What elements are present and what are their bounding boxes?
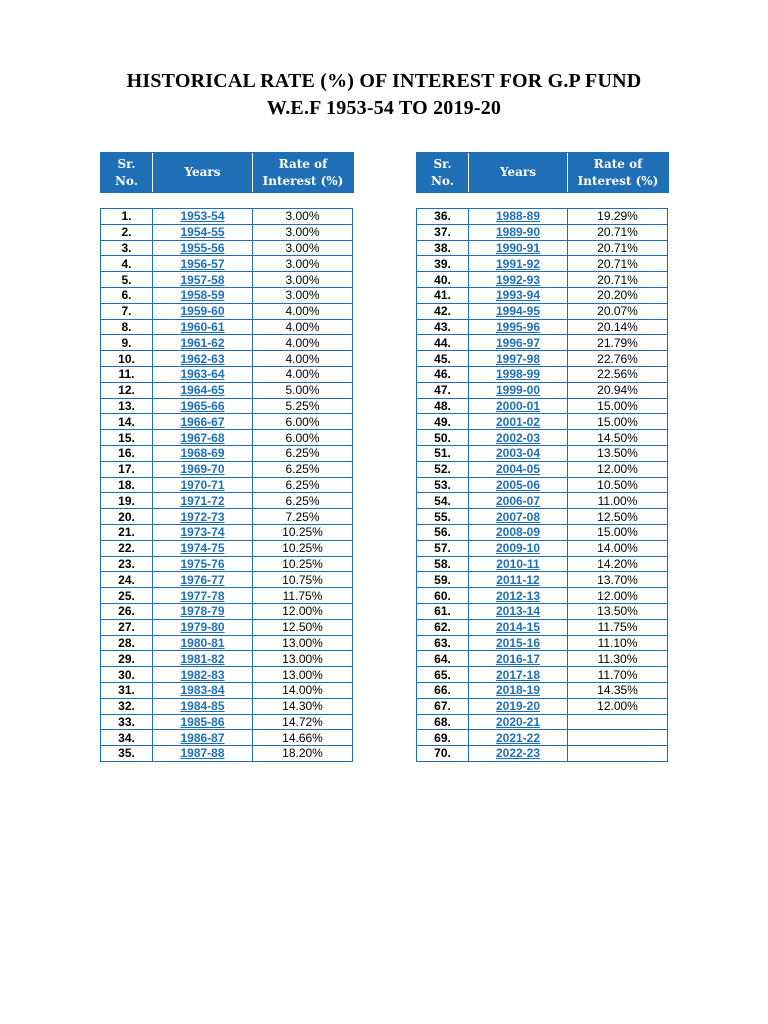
rate-cell: 6.25% bbox=[253, 445, 353, 461]
rate-cell: 3.00% bbox=[253, 224, 353, 240]
table-row bbox=[417, 730, 668, 746]
serial-number-cell: 16. bbox=[101, 445, 153, 461]
rate-cell: 13.00% bbox=[253, 635, 353, 651]
right-rates-table bbox=[416, 208, 668, 762]
serial-number-cell: 46. bbox=[417, 366, 469, 382]
table-row bbox=[417, 398, 668, 414]
rate-cell: 10.25% bbox=[253, 556, 353, 572]
serial-number-cell: 28. bbox=[101, 635, 153, 651]
left-rates-table bbox=[100, 208, 353, 762]
serial-number-cell: 6. bbox=[101, 287, 153, 303]
serial-number-cell: 70. bbox=[417, 746, 469, 762]
year-cell: 1977-78 bbox=[153, 588, 253, 604]
rate-cell: 12.00% bbox=[568, 588, 668, 604]
serial-number-cell: 56. bbox=[417, 524, 469, 540]
table-row bbox=[101, 493, 353, 509]
table-row bbox=[417, 556, 668, 572]
serial-number-cell: 12. bbox=[101, 382, 153, 398]
header-years: Years bbox=[469, 153, 568, 192]
rate-cell: 10.75% bbox=[253, 572, 353, 588]
year-cell: 2013-14 bbox=[469, 603, 568, 619]
rate-cell: 14.50% bbox=[568, 430, 668, 446]
rate-cell: 5.25% bbox=[253, 398, 353, 414]
year-cell: 1970-71 bbox=[153, 477, 253, 493]
serial-number-cell: 57. bbox=[417, 540, 469, 556]
year-cell: 1992-93 bbox=[469, 272, 568, 288]
year-cell: 1993-94 bbox=[469, 287, 568, 303]
serial-number-cell: 13. bbox=[101, 398, 153, 414]
rate-cell: 4.00% bbox=[253, 366, 353, 382]
year-cell: 1986-87 bbox=[153, 730, 253, 746]
rate-cell: 6.25% bbox=[253, 493, 353, 509]
rate-cell: 14.66% bbox=[253, 730, 353, 746]
rate-cell: 10.50% bbox=[568, 477, 668, 493]
rate-cell: 3.00% bbox=[253, 287, 353, 303]
year-cell: 2007-08 bbox=[469, 509, 568, 525]
serial-number-cell: 5. bbox=[101, 272, 153, 288]
year-cell: 2009-10 bbox=[469, 540, 568, 556]
rate-cell: 20.07% bbox=[568, 303, 668, 319]
serial-number-cell: 19. bbox=[101, 493, 153, 509]
rate-cell: 6.00% bbox=[253, 430, 353, 446]
serial-number-cell: 14. bbox=[101, 414, 153, 430]
table-row bbox=[101, 319, 353, 335]
rate-cell: 15.00% bbox=[568, 398, 668, 414]
table-row bbox=[417, 572, 668, 588]
table-row bbox=[101, 209, 353, 225]
table-row bbox=[101, 556, 353, 572]
serial-number-cell: 45. bbox=[417, 351, 469, 367]
table-row bbox=[101, 398, 353, 414]
rate-cell: 11.75% bbox=[568, 619, 668, 635]
serial-number-cell: 43. bbox=[417, 319, 469, 335]
year-cell: 1954-55 bbox=[153, 224, 253, 240]
rate-cell: 6.00% bbox=[253, 414, 353, 430]
rate-cell: 11.00% bbox=[568, 493, 668, 509]
year-cell: 2015-16 bbox=[469, 635, 568, 651]
rate-cell: 14.00% bbox=[568, 540, 668, 556]
year-cell: 2011-12 bbox=[469, 572, 568, 588]
rate-cell: 13.50% bbox=[568, 445, 668, 461]
serial-number-cell: 22. bbox=[101, 540, 153, 556]
table-row bbox=[417, 303, 668, 319]
table-row bbox=[417, 445, 668, 461]
table-row bbox=[101, 714, 353, 730]
table-row bbox=[417, 272, 668, 288]
year-cell: 2012-13 bbox=[469, 588, 568, 604]
rate-cell: 11.70% bbox=[568, 667, 668, 683]
rate-cell: 20.20% bbox=[568, 287, 668, 303]
table-row bbox=[101, 272, 353, 288]
serial-number-cell: 3. bbox=[101, 240, 153, 256]
rate-cell: 4.00% bbox=[253, 303, 353, 319]
year-cell: 1990-91 bbox=[469, 240, 568, 256]
year-cell: 2004-05 bbox=[469, 461, 568, 477]
year-cell: 1982-83 bbox=[153, 667, 253, 683]
rate-cell: 14.30% bbox=[253, 698, 353, 714]
table-row bbox=[417, 667, 668, 683]
serial-number-cell: 7. bbox=[101, 303, 153, 319]
rate-cell: 12.00% bbox=[253, 603, 353, 619]
table-row bbox=[101, 303, 353, 319]
serial-number-cell: 50. bbox=[417, 430, 469, 446]
serial-number-cell: 42. bbox=[417, 303, 469, 319]
table-row bbox=[101, 382, 353, 398]
table-row bbox=[101, 603, 353, 619]
year-cell: 1980-81 bbox=[153, 635, 253, 651]
serial-number-cell: 51. bbox=[417, 445, 469, 461]
serial-number-cell: 35. bbox=[101, 746, 153, 762]
rate-cell: 14.00% bbox=[253, 682, 353, 698]
year-cell: 1957-58 bbox=[153, 272, 253, 288]
year-cell: 1968-69 bbox=[153, 445, 253, 461]
rate-cell: 20.71% bbox=[568, 272, 668, 288]
serial-number-cell: 23. bbox=[101, 556, 153, 572]
rate-cell: 22.56% bbox=[568, 366, 668, 382]
table-row bbox=[101, 445, 353, 461]
year-cell: 2021-22 bbox=[469, 730, 568, 746]
serial-number-cell: 34. bbox=[101, 730, 153, 746]
rate-cell: 11.75% bbox=[253, 588, 353, 604]
year-cell: 2001-02 bbox=[469, 414, 568, 430]
serial-number-cell: 52. bbox=[417, 461, 469, 477]
table-row bbox=[417, 493, 668, 509]
year-cell: 1995-96 bbox=[469, 319, 568, 335]
year-cell: 1989-90 bbox=[469, 224, 568, 240]
serial-number-cell: 29. bbox=[101, 651, 153, 667]
year-cell: 1981-82 bbox=[153, 651, 253, 667]
table-row bbox=[417, 540, 668, 556]
serial-number-cell: 17. bbox=[101, 461, 153, 477]
table-row bbox=[101, 351, 353, 367]
year-cell: 2002-03 bbox=[469, 430, 568, 446]
table-row bbox=[417, 240, 668, 256]
table-row bbox=[101, 635, 353, 651]
serial-number-cell: 26. bbox=[101, 603, 153, 619]
table-row bbox=[417, 477, 668, 493]
table-row bbox=[417, 603, 668, 619]
year-cell: 2003-04 bbox=[469, 445, 568, 461]
table-row bbox=[101, 667, 353, 683]
table-row bbox=[101, 256, 353, 272]
year-cell: 1974-75 bbox=[153, 540, 253, 556]
year-cell: 1984-85 bbox=[153, 698, 253, 714]
serial-number-cell: 37. bbox=[417, 224, 469, 240]
rate-cell: 3.00% bbox=[253, 240, 353, 256]
serial-number-cell: 69. bbox=[417, 730, 469, 746]
table-row bbox=[417, 256, 668, 272]
page-subtitle: W.E.F 1953-54 TO 2019-20 bbox=[266, 97, 502, 119]
rate-cell: 14.20% bbox=[568, 556, 668, 572]
rate-cell: 11.30% bbox=[568, 651, 668, 667]
serial-number-cell: 27. bbox=[101, 619, 153, 635]
year-cell: 2018-19 bbox=[469, 682, 568, 698]
table-row bbox=[101, 335, 353, 351]
year-cell: 1997-98 bbox=[469, 351, 568, 367]
table-row bbox=[417, 619, 668, 635]
year-cell: 2017-18 bbox=[469, 667, 568, 683]
serial-number-cell: 9. bbox=[101, 335, 153, 351]
header-years: Years bbox=[153, 153, 253, 192]
rate-cell: 22.76% bbox=[568, 351, 668, 367]
year-cell: 1964-65 bbox=[153, 382, 253, 398]
serial-number-cell: 62. bbox=[417, 619, 469, 635]
table-row bbox=[101, 224, 353, 240]
year-cell: 2016-17 bbox=[469, 651, 568, 667]
year-cell: 1975-76 bbox=[153, 556, 253, 572]
rate-cell: 14.35% bbox=[568, 682, 668, 698]
rate-cell bbox=[568, 714, 668, 730]
serial-number-cell: 8. bbox=[101, 319, 153, 335]
serial-number-cell: 58. bbox=[417, 556, 469, 572]
table-row bbox=[417, 746, 668, 762]
table-row bbox=[101, 366, 353, 382]
table-row bbox=[417, 588, 668, 604]
rate-cell: 6.25% bbox=[253, 477, 353, 493]
year-cell: 1961-62 bbox=[153, 335, 253, 351]
serial-number-cell: 48. bbox=[417, 398, 469, 414]
serial-number-cell: 40. bbox=[417, 272, 469, 288]
rate-cell: 20.94% bbox=[568, 382, 668, 398]
rate-cell: 3.00% bbox=[253, 272, 353, 288]
year-cell: 1958-59 bbox=[153, 287, 253, 303]
table-row bbox=[417, 682, 668, 698]
serial-number-cell: 61. bbox=[417, 603, 469, 619]
serial-number-cell: 53. bbox=[417, 477, 469, 493]
year-cell: 2019-20 bbox=[469, 698, 568, 714]
serial-number-cell: 55. bbox=[417, 509, 469, 525]
table-row bbox=[101, 524, 353, 540]
rate-cell: 4.00% bbox=[253, 319, 353, 335]
rate-cell: 11.10% bbox=[568, 635, 668, 651]
serial-number-cell: 10. bbox=[101, 351, 153, 367]
rate-cell: 18.20% bbox=[253, 746, 353, 762]
year-cell: 1972-73 bbox=[153, 509, 253, 525]
table-row bbox=[417, 430, 668, 446]
table-row bbox=[417, 382, 668, 398]
year-cell: 2022-23 bbox=[469, 746, 568, 762]
rate-cell: 19.29% bbox=[568, 209, 668, 225]
year-cell: 2000-01 bbox=[469, 398, 568, 414]
rate-cell: 20.71% bbox=[568, 240, 668, 256]
serial-number-cell: 25. bbox=[101, 588, 153, 604]
table-row bbox=[101, 430, 353, 446]
table-row bbox=[417, 714, 668, 730]
rate-cell: 20.14% bbox=[568, 319, 668, 335]
serial-number-cell: 4. bbox=[101, 256, 153, 272]
rate-cell: 12.00% bbox=[568, 698, 668, 714]
rate-cell: 7.25% bbox=[253, 509, 353, 525]
serial-number-cell: 11. bbox=[101, 366, 153, 382]
rate-cell: 10.25% bbox=[253, 540, 353, 556]
year-cell: 1987-88 bbox=[153, 746, 253, 762]
serial-number-cell: 38. bbox=[417, 240, 469, 256]
table-row bbox=[101, 461, 353, 477]
serial-number-cell: 39. bbox=[417, 256, 469, 272]
rate-cell bbox=[568, 746, 668, 762]
serial-number-cell: 18. bbox=[101, 477, 153, 493]
table-row bbox=[417, 351, 668, 367]
rate-cell bbox=[568, 730, 668, 746]
rate-cell: 21.79% bbox=[568, 335, 668, 351]
table-row bbox=[101, 588, 353, 604]
year-cell: 1965-66 bbox=[153, 398, 253, 414]
rate-cell: 4.00% bbox=[253, 351, 353, 367]
rate-cell: 15.00% bbox=[568, 414, 668, 430]
table-row bbox=[101, 414, 353, 430]
serial-number-cell: 60. bbox=[417, 588, 469, 604]
table-row bbox=[101, 682, 353, 698]
serial-number-cell: 68. bbox=[417, 714, 469, 730]
year-cell: 2008-09 bbox=[469, 524, 568, 540]
serial-number-cell: 44. bbox=[417, 335, 469, 351]
year-cell: 1979-80 bbox=[153, 619, 253, 635]
rate-cell: 13.50% bbox=[568, 603, 668, 619]
serial-number-cell: 66. bbox=[417, 682, 469, 698]
year-cell: 1969-70 bbox=[153, 461, 253, 477]
table-row bbox=[101, 509, 353, 525]
table-row bbox=[417, 335, 668, 351]
table-row bbox=[417, 366, 668, 382]
year-cell: 1985-86 bbox=[153, 714, 253, 730]
table-row bbox=[101, 287, 353, 303]
serial-number-cell: 36. bbox=[417, 209, 469, 225]
serial-number-cell: 20. bbox=[101, 509, 153, 525]
serial-number-cell: 59. bbox=[417, 572, 469, 588]
rate-cell: 20.71% bbox=[568, 224, 668, 240]
serial-number-cell: 15. bbox=[101, 430, 153, 446]
header-rate-of-interest: Rate of Interest (%) bbox=[253, 153, 353, 192]
page-title: HISTORICAL RATE (%) OF INTEREST FOR G.P FUND bbox=[126, 70, 642, 92]
serial-number-cell: 64. bbox=[417, 651, 469, 667]
year-cell: 1959-60 bbox=[153, 303, 253, 319]
serial-number-cell: 65. bbox=[417, 667, 469, 683]
year-cell: 1999-00 bbox=[469, 382, 568, 398]
serial-number-cell: 63. bbox=[417, 635, 469, 651]
rate-cell: 20.71% bbox=[568, 256, 668, 272]
table-row bbox=[101, 240, 353, 256]
rate-cell: 12.50% bbox=[568, 509, 668, 525]
serial-number-cell: 2. bbox=[101, 224, 153, 240]
rate-cell: 10.25% bbox=[253, 524, 353, 540]
table-row bbox=[417, 319, 668, 335]
serial-number-cell: 32. bbox=[101, 698, 153, 714]
rate-cell: 5.00% bbox=[253, 382, 353, 398]
serial-number-cell: 67. bbox=[417, 698, 469, 714]
rate-cell: 13.70% bbox=[568, 572, 668, 588]
table-row bbox=[101, 746, 353, 762]
year-cell: 2020-21 bbox=[469, 714, 568, 730]
year-cell: 1976-77 bbox=[153, 572, 253, 588]
table-row bbox=[417, 509, 668, 525]
year-cell: 1956-57 bbox=[153, 256, 253, 272]
year-cell: 2014-15 bbox=[469, 619, 568, 635]
year-cell: 1973-74 bbox=[153, 524, 253, 540]
serial-number-cell: 41. bbox=[417, 287, 469, 303]
year-cell: 1994-95 bbox=[469, 303, 568, 319]
rate-cell: 13.00% bbox=[253, 667, 353, 683]
rate-cell: 3.00% bbox=[253, 209, 353, 225]
year-cell: 1960-61 bbox=[153, 319, 253, 335]
serial-number-cell: 54. bbox=[417, 493, 469, 509]
serial-number-cell: 33. bbox=[101, 714, 153, 730]
serial-number-cell: 31. bbox=[101, 682, 153, 698]
right-table-header bbox=[416, 152, 669, 193]
year-cell: 2006-07 bbox=[469, 493, 568, 509]
table-row bbox=[417, 651, 668, 667]
year-cell: 1991-92 bbox=[469, 256, 568, 272]
header-sr-no: Sr. No. bbox=[101, 153, 153, 192]
year-cell: 1953-54 bbox=[153, 209, 253, 225]
rate-cell: 6.25% bbox=[253, 461, 353, 477]
header-rate-of-interest: Rate of Interest (%) bbox=[568, 153, 668, 192]
rate-cell: 14.72% bbox=[253, 714, 353, 730]
rate-cell: 13.00% bbox=[253, 651, 353, 667]
year-cell: 1971-72 bbox=[153, 493, 253, 509]
serial-number-cell: 47. bbox=[417, 382, 469, 398]
year-cell: 1963-64 bbox=[153, 366, 253, 382]
year-cell: 1962-63 bbox=[153, 351, 253, 367]
year-cell: 1955-56 bbox=[153, 240, 253, 256]
year-cell: 1983-84 bbox=[153, 682, 253, 698]
year-cell: 1966-67 bbox=[153, 414, 253, 430]
rate-cell: 12.00% bbox=[568, 461, 668, 477]
year-cell: 1967-68 bbox=[153, 430, 253, 446]
table-row bbox=[101, 651, 353, 667]
rate-cell: 12.50% bbox=[253, 619, 353, 635]
serial-number-cell: 30. bbox=[101, 667, 153, 683]
left-table-header bbox=[100, 152, 354, 193]
serial-number-cell: 49. bbox=[417, 414, 469, 430]
year-cell: 1996-97 bbox=[469, 335, 568, 351]
table-row bbox=[417, 414, 668, 430]
year-cell: 1978-79 bbox=[153, 603, 253, 619]
year-cell: 2005-06 bbox=[469, 477, 568, 493]
rate-cell: 4.00% bbox=[253, 335, 353, 351]
year-cell: 2010-11 bbox=[469, 556, 568, 572]
table-row bbox=[417, 524, 668, 540]
table-row bbox=[101, 619, 353, 635]
table-row bbox=[417, 698, 668, 714]
rate-cell: 15.00% bbox=[568, 524, 668, 540]
table-row bbox=[101, 730, 353, 746]
table-row bbox=[417, 209, 668, 225]
serial-number-cell: 1. bbox=[101, 209, 153, 225]
year-cell: 1998-99 bbox=[469, 366, 568, 382]
year-cell: 1988-89 bbox=[469, 209, 568, 225]
table-row bbox=[417, 287, 668, 303]
table-row bbox=[101, 477, 353, 493]
table-row bbox=[101, 698, 353, 714]
rate-cell: 3.00% bbox=[253, 256, 353, 272]
serial-number-cell: 24. bbox=[101, 572, 153, 588]
table-row bbox=[417, 224, 668, 240]
serial-number-cell: 21. bbox=[101, 524, 153, 540]
table-row bbox=[417, 461, 668, 477]
header-sr-no: Sr. No. bbox=[417, 153, 469, 192]
table-row bbox=[101, 572, 353, 588]
table-row bbox=[101, 540, 353, 556]
table-row bbox=[417, 635, 668, 651]
